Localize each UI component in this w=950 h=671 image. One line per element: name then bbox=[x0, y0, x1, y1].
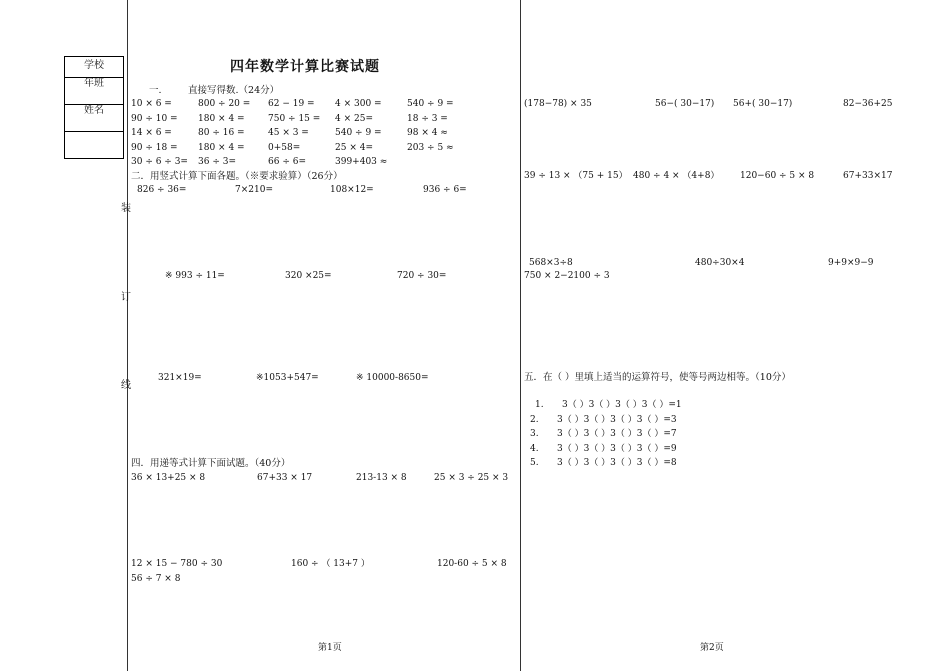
problem: 936 ÷ 6= bbox=[423, 185, 467, 195]
page-title: 四年数学计算比赛试题 bbox=[230, 59, 380, 75]
problem: 66 ÷ 6= bbox=[268, 157, 306, 167]
problem: 750 ÷ 15 = bbox=[268, 113, 321, 124]
problem: 45 × 3 = bbox=[268, 128, 309, 138]
problem: 120−60 ÷ 5 × 8 bbox=[740, 171, 815, 181]
problem: 82−36+25 bbox=[843, 99, 893, 109]
fill-in-expression[interactable]: 3（ ）3（ ）3（ ）3（ ）=7 bbox=[557, 429, 677, 439]
problem: 10 × 6 = bbox=[131, 99, 172, 109]
problem: 4 × 300 = bbox=[335, 99, 382, 109]
problem: 56+( 30−17) bbox=[733, 99, 793, 109]
problem: 9+9×9−9 bbox=[828, 258, 874, 268]
problem: 203 ÷ 5 ≈ bbox=[407, 142, 454, 153]
class-cell[interactable]: 年班 bbox=[65, 78, 124, 105]
item-number: 4. bbox=[530, 443, 539, 454]
problem: 25 × 3 ÷ 25 × 3 bbox=[434, 473, 509, 483]
section1-number: 一. bbox=[149, 85, 162, 96]
fill-in-expression[interactable]: 3（ ）3（ ）3（ ）3（ ）=9 bbox=[557, 443, 677, 454]
student-info-table bbox=[64, 56, 124, 159]
item-number: 2. bbox=[530, 414, 539, 425]
problem: 67+33 × 17 bbox=[257, 473, 313, 483]
binding-char: 线 bbox=[121, 380, 131, 391]
problem: 720 ÷ 30= bbox=[397, 271, 447, 281]
binding-char: 装 bbox=[121, 203, 131, 214]
name-cell[interactable]: 姓名 bbox=[65, 105, 124, 132]
problem: ※ 993 ÷ 11= bbox=[165, 271, 225, 281]
item-number: 1. bbox=[535, 400, 544, 410]
problem: 399+403 ≈ bbox=[335, 157, 388, 167]
problem: 36 ÷ 3= bbox=[198, 157, 236, 167]
problem: 12 × 15 − 780 ÷ 30 bbox=[131, 559, 223, 569]
problem: 0+58= bbox=[268, 142, 301, 153]
problem: 25 × 4= bbox=[335, 142, 373, 153]
fill-in-expression[interactable]: 3（ ）3（ ）3（ ）3（ ）=8 bbox=[557, 458, 677, 468]
problem: 160 ÷ （ 13+7 ） bbox=[291, 559, 370, 569]
problem: 180 × 4 = bbox=[198, 142, 245, 153]
problem: ※1053+547= bbox=[256, 373, 319, 383]
problem: 62 − 19 = bbox=[268, 99, 315, 109]
binding-char: 订 bbox=[121, 292, 131, 303]
problem: 120-60 ÷ 5 × 8 bbox=[437, 559, 507, 569]
blank-cell[interactable] bbox=[65, 132, 124, 159]
problem: ※ 10000-8650= bbox=[356, 373, 429, 383]
problem: 800 ÷ 20 = bbox=[198, 99, 251, 109]
problem: 98 × 4 ≈ bbox=[407, 128, 448, 138]
problem: 39 ÷ 13 × （75 + 15） bbox=[524, 171, 628, 181]
problem: 540 ÷ 9 = bbox=[335, 128, 382, 138]
problem: 320 ×25= bbox=[285, 271, 332, 281]
school-cell[interactable]: 学校 bbox=[65, 57, 124, 78]
page-number: 第2页 bbox=[700, 643, 724, 653]
section2-heading: 二．用竖式计算下面各题。（※要求验算）（26分） bbox=[131, 171, 343, 182]
problem: 90 ÷ 10 = bbox=[131, 113, 178, 124]
problem: 826 ÷ 36= bbox=[137, 185, 187, 195]
problem: 18 ÷ 3 = bbox=[407, 113, 448, 124]
fill-in-expression[interactable]: 3（ ）3（ ）3（ ）3（ ）=3 bbox=[557, 414, 677, 425]
binding-line bbox=[127, 0, 128, 671]
problem: 80 ÷ 16 = bbox=[198, 128, 245, 138]
problem: 750 × 2−2100 ÷ 3 bbox=[524, 271, 610, 281]
section4-heading: 四．用递等式计算下面试题。（40分） bbox=[131, 458, 291, 469]
item-number: 5. bbox=[530, 458, 539, 468]
problem: 30 ÷ 6 ÷ 3= bbox=[131, 157, 188, 167]
problem: (178−78) × 35 bbox=[524, 99, 592, 109]
page-number: 第1页 bbox=[318, 643, 342, 653]
problem: 568×3÷8 bbox=[529, 258, 573, 268]
problem: 480÷30×4 bbox=[695, 258, 745, 268]
problem: 480 ÷ 4 × （4+8） bbox=[633, 171, 720, 181]
section1-heading: 直接写得数.（24分） bbox=[188, 85, 280, 96]
problem: 90 ÷ 18 = bbox=[131, 142, 178, 153]
section5-heading: 五．在（ ）里填上适当的运算符号，使等号两边相等。（10分） bbox=[524, 372, 791, 383]
problem: 321×19= bbox=[158, 373, 202, 383]
problem: 213-13 × 8 bbox=[356, 473, 407, 483]
page-divider bbox=[520, 0, 521, 671]
problem: 4 × 25= bbox=[335, 113, 373, 124]
problem: 67+33×17 bbox=[843, 171, 893, 181]
problem: 7×210= bbox=[235, 185, 273, 195]
problem: 540 ÷ 9 = bbox=[407, 99, 454, 109]
fill-in-expression[interactable]: 3（ ）3（ ）3（ ）3（ ）=1 bbox=[562, 400, 682, 410]
problem: 14 × 6 = bbox=[131, 128, 172, 138]
item-number: 3. bbox=[530, 429, 539, 439]
problem: 36 × 13+25 × 8 bbox=[131, 473, 206, 483]
problem: 180 × 4 = bbox=[198, 113, 245, 124]
problem: 108×12= bbox=[330, 185, 374, 195]
problem: 56−( 30−17) bbox=[655, 99, 715, 109]
problem: 56 ÷ 7 × 8 bbox=[131, 574, 181, 584]
